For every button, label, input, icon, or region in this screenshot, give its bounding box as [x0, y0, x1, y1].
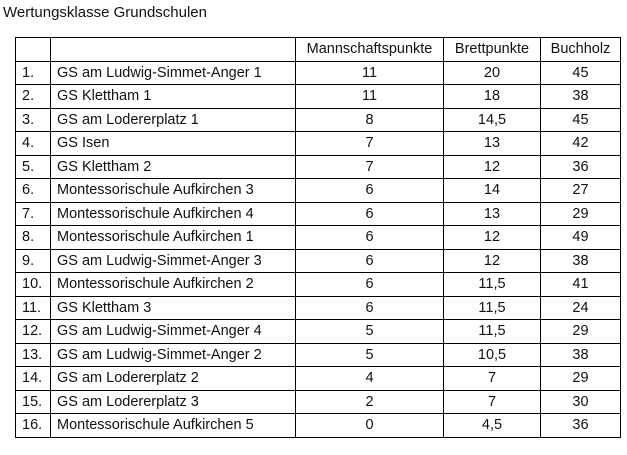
cell-team: GS am Ludwig-Simmet-Anger 2 — [51, 343, 296, 367]
cell-brettpunkte: 7 — [444, 367, 541, 391]
table-row — [16, 202, 621, 226]
cell-brettpunkte: 13 — [444, 132, 541, 156]
cell-buchholz: 36 — [541, 155, 621, 179]
header-team — [51, 38, 296, 62]
table-row — [16, 226, 621, 250]
cell-buchholz: 41 — [541, 273, 621, 297]
cell-team: GS am Ludwig-Simmet-Anger 1 — [51, 61, 296, 85]
cell-brettpunkte: 12 — [444, 155, 541, 179]
cell-brettpunkte: 11,5 — [444, 273, 541, 297]
cell-team: Montessorischule Aufkirchen 5 — [51, 414, 296, 438]
cell-mannschaftspunkte: 6 — [296, 249, 444, 273]
cell-rank: 12. — [16, 320, 51, 344]
cell-mannschaftspunkte: 11 — [296, 85, 444, 109]
table-row — [16, 343, 621, 367]
cell-buchholz: 38 — [541, 249, 621, 273]
cell-brettpunkte: 14 — [444, 179, 541, 203]
cell-buchholz: 29 — [541, 202, 621, 226]
cell-brettpunkte: 11,5 — [444, 320, 541, 344]
cell-buchholz: 36 — [541, 414, 621, 438]
table-row — [16, 367, 621, 391]
table-row — [16, 249, 621, 273]
header-brettpunkte: Brettpunkte — [444, 38, 541, 62]
cell-brettpunkte: 13 — [444, 202, 541, 226]
document-title: Wertungsklasse Grundschulen — [3, 4, 207, 21]
cell-mannschaftspunkte: 6 — [296, 179, 444, 203]
cell-team: GS Isen — [51, 132, 296, 156]
header-mannschaftspunkte: Mannschaftspunkte — [296, 38, 444, 62]
cell-rank: 7. — [16, 202, 51, 226]
cell-rank: 1. — [16, 61, 51, 85]
cell-brettpunkte: 11,5 — [444, 296, 541, 320]
cell-mannschaftspunkte: 2 — [296, 390, 444, 414]
cell-mannschaftspunkte: 7 — [296, 132, 444, 156]
cell-brettpunkte: 4,5 — [444, 414, 541, 438]
cell-buchholz: 24 — [541, 296, 621, 320]
cell-mannschaftspunkte: 6 — [296, 202, 444, 226]
cell-mannschaftspunkte: 0 — [296, 414, 444, 438]
cell-brettpunkte: 12 — [444, 249, 541, 273]
table-row — [16, 61, 621, 85]
cell-mannschaftspunkte: 6 — [296, 273, 444, 297]
table-row — [16, 108, 621, 132]
header-row — [16, 38, 621, 62]
cell-rank: 2. — [16, 85, 51, 109]
cell-team: GS Klettham 3 — [51, 296, 296, 320]
cell-brettpunkte: 10,5 — [444, 343, 541, 367]
cell-buchholz: 42 — [541, 132, 621, 156]
cell-rank: 3. — [16, 108, 51, 132]
cell-mannschaftspunkte: 7 — [296, 155, 444, 179]
cell-mannschaftspunkte: 5 — [296, 343, 444, 367]
table-row — [16, 155, 621, 179]
cell-buchholz: 29 — [541, 320, 621, 344]
cell-buchholz: 38 — [541, 343, 621, 367]
cell-buchholz: 27 — [541, 179, 621, 203]
cell-rank: 11. — [16, 296, 51, 320]
table-row — [16, 296, 621, 320]
cell-team: GS am Ludwig-Simmet-Anger 3 — [51, 249, 296, 273]
cell-rank: 5. — [16, 155, 51, 179]
cell-rank: 15. — [16, 390, 51, 414]
cell-team: GS am Lodererplatz 2 — [51, 367, 296, 391]
cell-team: Montessorischule Aufkirchen 4 — [51, 202, 296, 226]
ranking-table — [15, 37, 621, 438]
cell-team: GS am Ludwig-Simmet-Anger 4 — [51, 320, 296, 344]
cell-brettpunkte: 14,5 — [444, 108, 541, 132]
table-row — [16, 179, 621, 203]
cell-mannschaftspunkte: 4 — [296, 367, 444, 391]
cell-team: GS Klettham 1 — [51, 85, 296, 109]
cell-brettpunkte: 7 — [444, 390, 541, 414]
header-rank — [16, 38, 51, 62]
table-row — [16, 390, 621, 414]
cell-rank: 8. — [16, 226, 51, 250]
cell-rank: 14. — [16, 367, 51, 391]
cell-rank: 13. — [16, 343, 51, 367]
cell-team: GS am Lodererplatz 1 — [51, 108, 296, 132]
cell-team: GS Klettham 2 — [51, 155, 296, 179]
cell-buchholz: 30 — [541, 390, 621, 414]
cell-rank: 10. — [16, 273, 51, 297]
cell-rank: 6. — [16, 179, 51, 203]
cell-team: Montessorischule Aufkirchen 1 — [51, 226, 296, 250]
cell-rank: 4. — [16, 132, 51, 156]
table-row — [16, 320, 621, 344]
cell-mannschaftspunkte: 8 — [296, 108, 444, 132]
cell-mannschaftspunkte: 6 — [296, 226, 444, 250]
table-row — [16, 273, 621, 297]
cell-mannschaftspunkte: 6 — [296, 296, 444, 320]
table-row — [16, 132, 621, 156]
cell-team: Montessorischule Aufkirchen 3 — [51, 179, 296, 203]
cell-buchholz: 49 — [541, 226, 621, 250]
cell-mannschaftspunkte: 5 — [296, 320, 444, 344]
cell-team: GS am Lodererplatz 3 — [51, 390, 296, 414]
cell-rank: 9. — [16, 249, 51, 273]
cell-brettpunkte: 18 — [444, 85, 541, 109]
cell-buchholz: 45 — [541, 61, 621, 85]
cell-team: Montessorischule Aufkirchen 2 — [51, 273, 296, 297]
cell-buchholz: 38 — [541, 85, 621, 109]
cell-buchholz: 45 — [541, 108, 621, 132]
cell-brettpunkte: 20 — [444, 61, 541, 85]
table-row — [16, 85, 621, 109]
header-buchholz: Buchholz — [541, 38, 621, 62]
cell-buchholz: 29 — [541, 367, 621, 391]
cell-rank: 16. — [16, 414, 51, 438]
table-row — [16, 414, 621, 438]
cell-mannschaftspunkte: 11 — [296, 61, 444, 85]
cell-brettpunkte: 12 — [444, 226, 541, 250]
